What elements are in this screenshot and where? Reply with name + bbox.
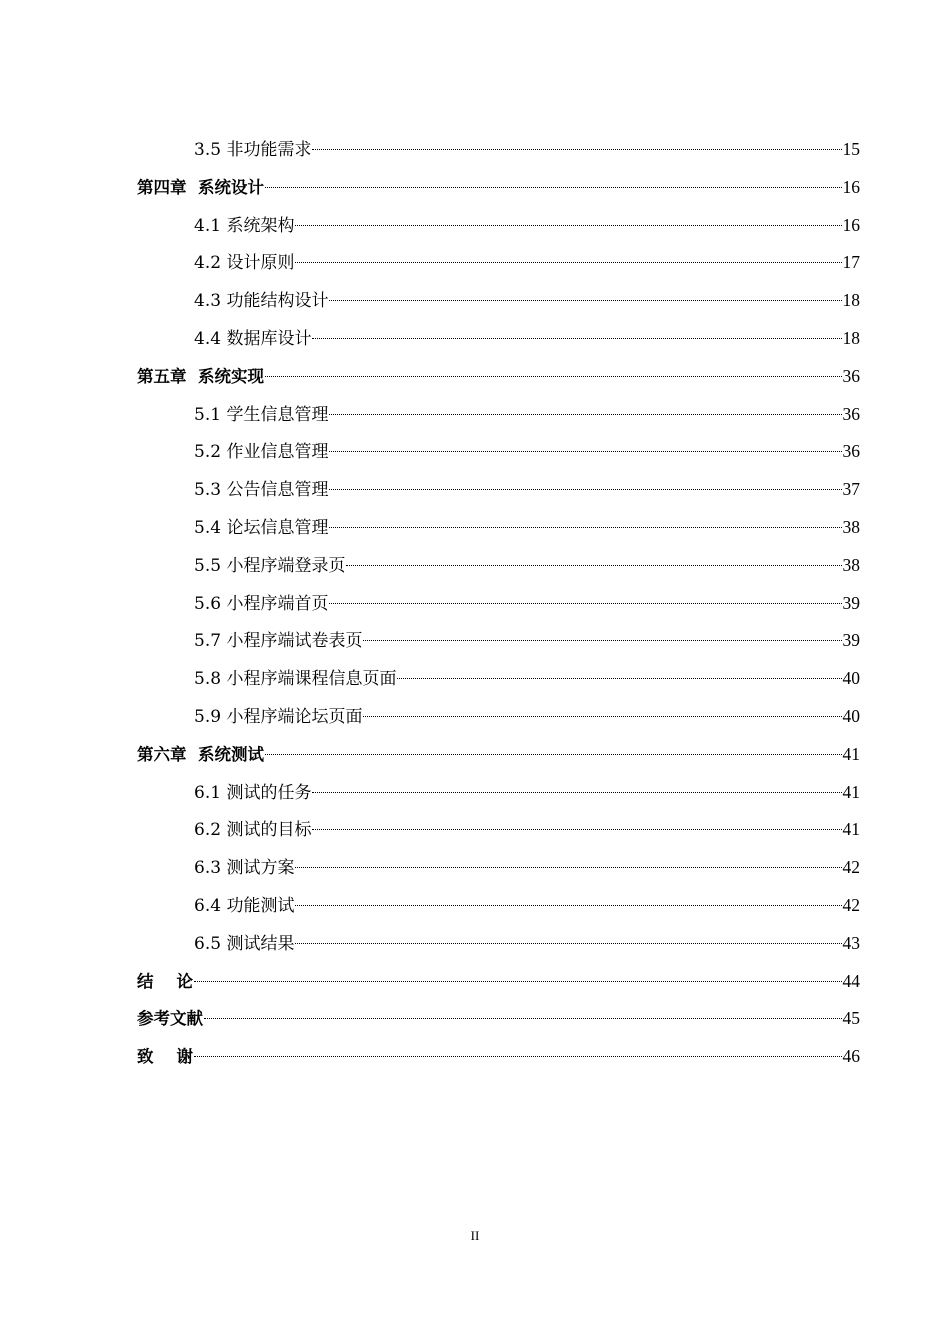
- toc-entry-page: 45: [842, 1008, 860, 1029]
- toc-section-entry[interactable]: [137, 774, 860, 812]
- toc-section-entry[interactable]: [137, 925, 860, 963]
- toc-entry-page: 17: [842, 252, 860, 273]
- toc-dot-leader: [329, 603, 841, 604]
- toc-entry-title: 5.4 论坛信息管理: [194, 517, 329, 538]
- toc-entry-page: 42: [842, 857, 860, 878]
- toc-entry-title: 5.1 学生信息管理: [194, 404, 329, 425]
- toc-entry-title: 6.5 测试结果: [194, 933, 295, 954]
- toc-dot-leader: [329, 489, 841, 490]
- toc-entry-page: 16: [842, 214, 860, 235]
- toc-entry-title: 5.7 小程序端试卷表页: [194, 631, 363, 652]
- toc-entry-page: 41: [842, 743, 860, 764]
- toc-entry-page: 36: [842, 365, 860, 386]
- toc-entry-page: 18: [842, 290, 860, 311]
- toc-section-entry[interactable]: [137, 433, 860, 471]
- toc-section-entry[interactable]: [137, 282, 860, 320]
- toc-entry-page: 44: [842, 970, 860, 991]
- toc-entry-title: 6.2 测试的目标: [194, 820, 312, 841]
- toc-chapter-entry[interactable]: [137, 1038, 860, 1076]
- toc-dot-leader: [295, 262, 841, 263]
- toc-chapter-entry[interactable]: [137, 358, 860, 396]
- toc-entry-page: 40: [842, 668, 860, 689]
- toc-section-entry[interactable]: [137, 887, 860, 925]
- toc-entry-title: 结 论: [137, 971, 193, 991]
- toc-entry-page: 38: [842, 554, 860, 575]
- toc-section-entry[interactable]: [137, 811, 860, 849]
- toc-dot-leader: [329, 300, 841, 301]
- toc-entry-title: 3.5 非功能需求: [194, 140, 312, 160]
- toc-dot-leader: [312, 149, 841, 150]
- toc-section-entry[interactable]: [137, 207, 860, 245]
- toc-dot-leader: [312, 829, 841, 830]
- toc-entry-page: 15: [842, 139, 860, 159]
- toc-section-entry[interactable]: [137, 131, 860, 169]
- toc-dot-leader: [346, 565, 841, 566]
- toc-entry-title: 第四章 系统设计: [137, 177, 264, 197]
- toc-dot-leader: [295, 867, 841, 868]
- toc-dot-leader: [204, 1018, 842, 1019]
- toc-entry-page: 41: [842, 781, 860, 802]
- toc-entry-title: 5.5 小程序端登录页: [194, 555, 346, 576]
- toc-section-entry[interactable]: [137, 849, 860, 887]
- toc-dot-leader: [295, 943, 841, 944]
- toc-dot-leader: [329, 414, 841, 415]
- toc-dot-leader: [295, 225, 841, 226]
- toc-entry-page: 18: [842, 327, 860, 348]
- toc-entry-page: 36: [842, 441, 860, 462]
- toc-dot-leader: [194, 1056, 842, 1057]
- toc-dot-leader: [194, 981, 842, 982]
- toc-chapter-entry[interactable]: [137, 736, 860, 774]
- toc-entry-page: 39: [842, 592, 860, 613]
- toc-section-entry[interactable]: [137, 585, 860, 623]
- toc-entry-title: 4.2 设计原则: [194, 253, 295, 274]
- toc-dot-leader: [312, 792, 841, 793]
- toc-entry-title: 第六章 系统测试: [137, 744, 264, 764]
- toc-entry-title: 致 谢: [137, 1047, 193, 1067]
- toc-section-entry[interactable]: [137, 698, 860, 736]
- toc-entry-title: 5.8 小程序端课程信息页面: [194, 669, 397, 690]
- toc-dot-leader: [265, 754, 842, 755]
- toc-section-entry[interactable]: [137, 244, 860, 282]
- toc-entry-page: 43: [842, 932, 860, 953]
- toc-chapter-entry[interactable]: [137, 169, 860, 207]
- toc-section-entry[interactable]: [137, 547, 860, 585]
- toc-entry-title: 6.1 测试的任务: [194, 782, 312, 803]
- toc-entry-title: 4.3 功能结构设计: [194, 291, 329, 312]
- toc-entry-title: 5.2 作业信息管理: [194, 442, 329, 463]
- toc-dot-leader: [363, 640, 841, 641]
- toc-chapter-entry[interactable]: [137, 963, 860, 1001]
- toc-entry-page: 38: [842, 516, 860, 537]
- page-number: II: [470, 1228, 480, 1243]
- toc-entry-page: 39: [842, 630, 860, 651]
- toc-entry-page: 42: [842, 894, 860, 915]
- toc-entry-title: 第五章 系统实现: [137, 366, 264, 386]
- toc-dot-leader: [312, 338, 841, 339]
- toc-entry-title: 5.6 小程序端首页: [194, 593, 329, 614]
- toc-entry-title: 4.1 系统架构: [194, 215, 295, 236]
- table-of-contents: [137, 131, 860, 1076]
- toc-entry-page: 37: [842, 479, 860, 500]
- toc-dot-leader: [329, 451, 841, 452]
- toc-dot-leader: [295, 905, 841, 906]
- toc-entry-title: 参考文献: [137, 1009, 203, 1029]
- toc-chapter-entry[interactable]: [137, 1000, 860, 1038]
- toc-entry-page: 40: [842, 705, 860, 726]
- toc-dot-leader: [363, 716, 841, 717]
- toc-dot-leader: [397, 678, 841, 679]
- toc-section-entry[interactable]: [137, 471, 860, 509]
- toc-entry-page: 36: [842, 403, 860, 424]
- toc-dot-leader: [329, 527, 841, 528]
- toc-entry-title: 6.3 测试方案: [194, 858, 295, 879]
- toc-entry-page: 46: [842, 1046, 860, 1067]
- toc-dot-leader: [265, 376, 842, 377]
- toc-section-entry[interactable]: [137, 509, 860, 547]
- toc-entry-title: 5.9 小程序端论坛页面: [194, 706, 363, 727]
- toc-entry-page: 16: [842, 176, 860, 197]
- toc-dot-leader: [265, 187, 842, 188]
- toc-section-entry[interactable]: [137, 660, 860, 698]
- toc-section-entry[interactable]: [137, 622, 860, 660]
- toc-entry-title: 4.4 数据库设计: [194, 328, 312, 349]
- toc-entry-title: 6.4 功能测试: [194, 895, 295, 916]
- toc-section-entry[interactable]: [137, 320, 860, 358]
- toc-entry-page: 41: [842, 819, 860, 840]
- toc-entry-title: 5.3 公告信息管理: [194, 480, 329, 501]
- toc-section-entry[interactable]: [137, 396, 860, 434]
